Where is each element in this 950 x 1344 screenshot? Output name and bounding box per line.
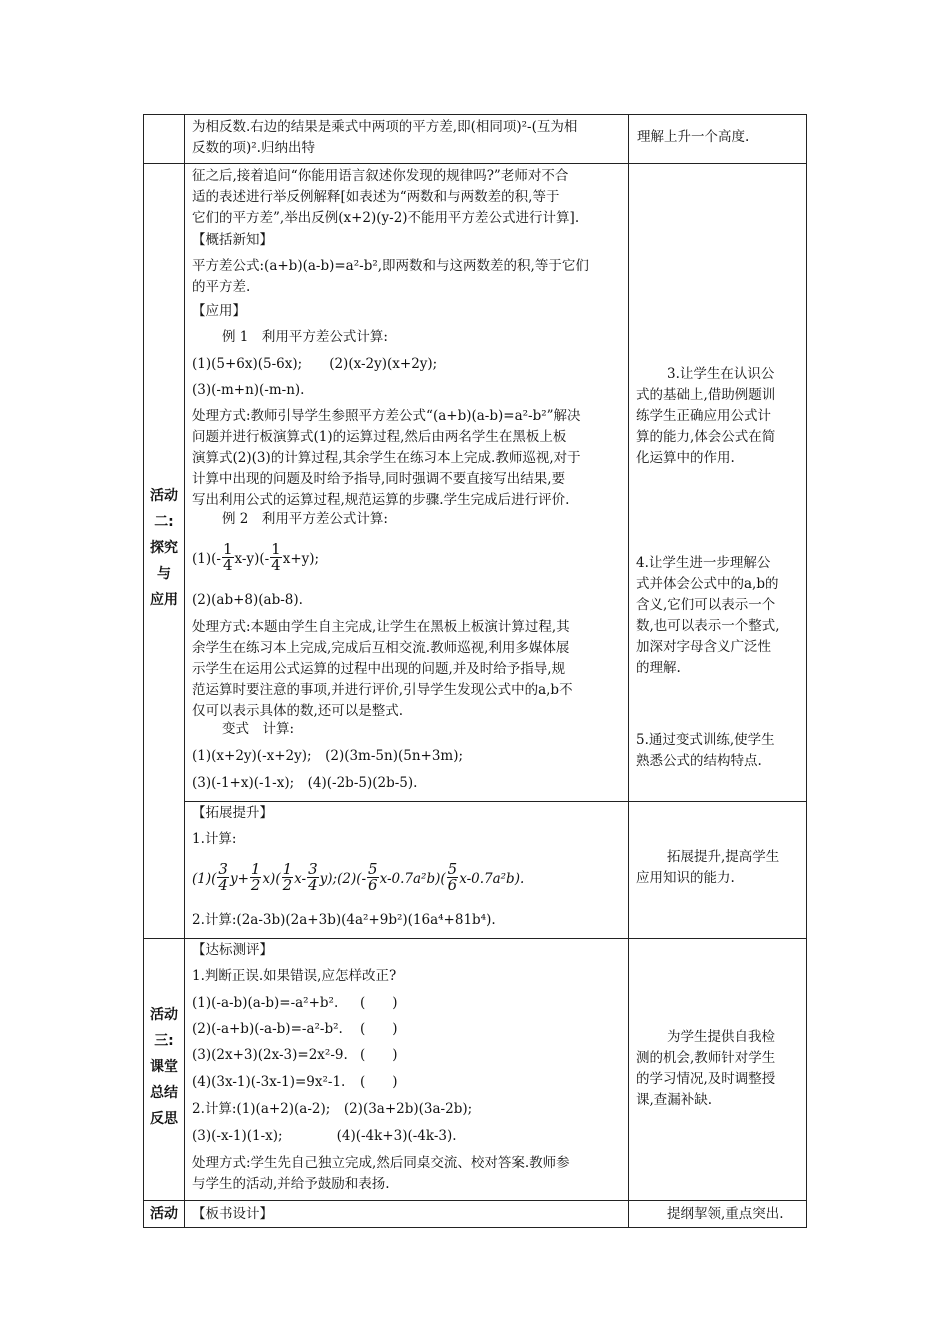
expr-part: x-0.7a²b). [459,871,525,887]
fraction [222,542,234,573]
formula-line: 的平方差. [192,279,251,295]
body-line: 它们的平方差”,举出反例(x+2)(y-2)不能用平方差公式进行计算]. [192,210,580,226]
expr-part: x-0.7a²b)( [379,871,446,887]
activity3-note-line: 测的机会,教师针对学生 [636,1050,776,1066]
note-line: 的理解. [636,660,681,676]
method-text: 与学生的活动,并给予鼓励和表扬. [192,1176,390,1192]
fraction-denominator: 4 [222,556,233,574]
activity3-note-line: 为学生提供自我检 [667,1029,775,1045]
fraction-denominator: 4 [271,556,281,574]
note-line: 5.通过变式训练,使学生 [636,732,775,748]
note-line: 熟悉公式的结构特点. [636,753,762,769]
table-border-right [806,114,807,1228]
variant-items: (1)(x+2y)(-x+2y); (2)(3m-5n)(5n+3m); [192,748,464,764]
fraction [217,862,229,893]
section-heading-test: 【达标测评】 [192,942,273,958]
method-text: 处理方式:教师引导学生参照平方差公式“(a+b)(a-b)=a²-b²”解决 [192,408,581,424]
example2-item: (2)(ab+8)(ab-8). [192,592,303,608]
method-text: 范运算时要注意的事项,并进行评价,引导学生发现公式中的a,b不 [192,682,573,698]
note-line: 加深对字母含义广泛性 [636,639,771,655]
activity3-label-line: 总结 [150,1085,178,1101]
table-divider-label [184,114,185,1228]
activity3-note-line: 的学习情况,及时调整授 [636,1071,776,1087]
fraction-numerator: 5 [368,860,378,878]
fraction [367,862,379,893]
extend-question-1: 1.计算: [192,831,237,847]
note-line: 式的基础上,借助例题训 [636,387,776,403]
body-line: 征之后,接着追问“你能用语言叙述你发现的规律吗?”老师对不合 [192,168,569,184]
fraction [250,862,262,893]
method-text: 处理方式:本题由学生自主完成,让学生在黑板上板演计算过程,其 [192,619,570,635]
row-divider-2 [143,938,806,939]
fraction-denominator: 2 [250,876,261,894]
row-divider-1 [143,163,806,164]
board-note: 提纲挈领,重点突出. [667,1206,784,1222]
fraction [447,862,459,893]
expr-part: x-y)(- [234,551,270,567]
expr-part: y);(2)(- [319,871,367,887]
extend-note-line: 拓展提升,提高学生 [667,849,780,865]
expr-part: (1)( [192,871,217,887]
method-text: 示学生在运用公式运算的过程中出现的问题,并及时给予指导,规 [192,661,566,677]
fraction-numerator: 1 [250,860,261,878]
test-question-2: (3)(-x-1)(1-x); (4)(-4k+3)(-4k-3). [192,1128,457,1144]
fraction-denominator: 6 [368,876,378,894]
expr-part: (1)(- [192,551,221,567]
table-border-left [143,114,144,1228]
section-heading-extend: 【拓展提升】 [192,805,273,821]
activity2-label-line: 应用 [150,592,178,608]
fraction [282,862,294,893]
variant-title: 变式 计算: [222,721,295,737]
row-divider-extend [184,801,806,802]
fraction-denominator: 2 [282,876,293,894]
note-line: 4.让学生进一步理解公 [636,555,771,571]
section-heading-application: 【应用】 [192,303,246,319]
variant-items: (3)(-1+x)(-1-x); (4)(-2b-5)(2b-5). [192,775,418,791]
fraction-numerator: 5 [447,860,458,878]
top-note: 理解上升一个高度. [637,129,750,145]
activity3-label-line: 课堂 [150,1059,178,1075]
example2-title: 例 2 利用平方差公式计算: [222,511,388,527]
section-heading-board: 【板书设计】 [192,1206,273,1222]
activity2-label-line: 探究 [150,540,178,556]
table-border-top [143,114,806,115]
judge-item: (1)(-a-b)(a-b)=-a²+b². [192,995,339,1011]
table-divider-notes [628,114,629,1228]
fraction-denominator: 6 [447,876,458,894]
test-question-2: 2.计算:(1)(a+2)(a-2); (2)(3a+2b)(3a-2b); [192,1101,473,1117]
example1-title: 例 1 利用平方差公式计算: [222,329,388,345]
fraction-denominator: 4 [218,876,228,894]
fraction-numerator: 3 [218,860,228,878]
fraction-numerator: 1 [282,860,293,878]
activity4-label: 活动 [150,1206,178,1222]
judge-paren: ( ) [360,1074,398,1090]
judge-item: (3)(2x+3)(2x-3)=2x²-9. [192,1047,348,1063]
row-divider-3 [143,1200,806,1201]
body-line: 适的表述进行举反例解释[如表述为“两数和与两数差的积,等于 [192,189,560,205]
judge-item: (2)(-a+b)(-a-b)=-a²-b². [192,1021,343,1037]
fraction-numerator: 3 [308,860,318,878]
test-question-1: 1.判断正误.如果错误,应怎样改正? [192,968,397,984]
method-text: 演算式(2)(3)的计算过程,其余学生在练习本上完成.教师巡视,对于 [192,450,581,466]
judge-paren: ( ) [360,1021,398,1037]
note-line: 化运算中的作用. [636,450,735,466]
extend-expression [192,856,524,902]
expr-part: x)( [262,871,281,887]
fraction [270,542,282,573]
method-text: 处理方式:学生先自己独立完成,然后同桌交流、校对答案.教师参 [192,1155,570,1171]
example1-items: (1)(5+6x)(5-6x); (2)(x-2y)(x+2y); [192,356,438,372]
example1-items: (3)(-m+n)(-m-n). [192,382,305,398]
table-border-bottom [143,1227,806,1228]
activity2-label-line: 与 [157,566,171,582]
fraction-numerator: 1 [222,540,233,558]
method-text: 仅可以表示具体的数,还可以是整式. [192,703,404,719]
method-text: 计算中出现的问题及时给予指导,同时强调不要直接写出结果,要 [192,471,566,487]
top-text-line: 为相反数.右边的结果是乘式中两项的平方差,即(相同项)²-(互为相 [192,119,578,135]
expr-part: x+y); [282,551,320,567]
judge-item: (4)(3x-1)(-3x-1)=9x²-1. [192,1074,346,1090]
note-line: 式并体会公式中的a,b的 [636,576,779,592]
expr-part: x- [294,871,307,887]
expr-part: y+ [229,871,249,887]
fraction [307,862,319,893]
method-text: 写出利用公式的运算过程,规范运算的步骤.学生完成后进行评价. [192,492,570,508]
judge-paren: ( ) [360,1047,398,1063]
top-text-line: 反数的项)².归纳出特 [192,140,315,156]
activity3-label-line: 反思 [150,1111,178,1127]
fraction-denominator: 4 [308,876,318,894]
activity3-label-line: 三: [154,1033,174,1049]
fraction-numerator: 1 [271,540,281,558]
activity3-label-line: 活动 [150,1007,178,1023]
formula-line: 平方差公式:(a+b)(a-b)=a²-b²,即两数和与这两数差的积,等于它们 [192,258,589,274]
extend-note-line: 应用知识的能力. [636,870,735,886]
section-heading-summary: 【概括新知】 [192,232,273,248]
extend-question-2: 2.计算:(2a-3b)(2a+3b)(4a²+9b²)(16a⁴+81b⁴). [192,912,496,928]
activity3-note-line: 课,查漏补缺. [636,1092,713,1108]
activity2-label-line: 二: [154,514,174,530]
judge-paren: ( ) [360,995,398,1011]
note-line: 含义,它们可以表示一个 [636,597,776,613]
note-line: 练学生正确应用公式计 [636,408,771,424]
example2-item-fraction [192,536,319,582]
method-text: 余学生在练习本上完成,完成后互相交流.教师巡视,利用多媒体展 [192,640,570,656]
note-line: 算的能力,体会公式在简 [636,429,776,445]
note-line: 数,也可以表示一个整式, [636,618,780,634]
note-line: 3.让学生在认识公 [667,366,775,382]
method-text: 问题并进行板演算式(1)的运算过程,然后由两名学生在黑板上板 [192,429,567,445]
activity2-label-line: 活动 [150,488,178,504]
